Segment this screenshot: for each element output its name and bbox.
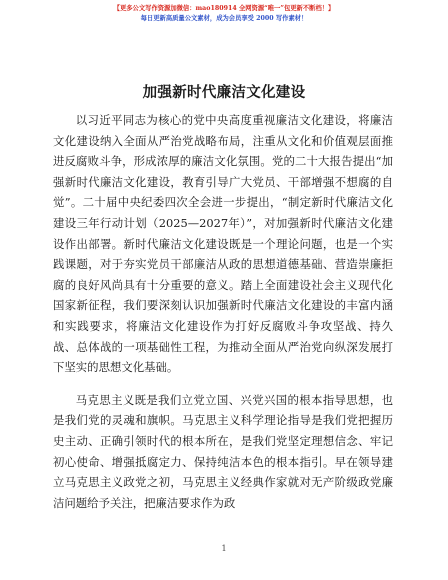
promo-banner [0,4,448,24]
page-number: 1 [221,544,227,553]
document-body [53,110,393,513]
promo-banner-line-2: 每日更新高质量公文素材，成为会员享受 2000 写作素材！ [140,15,308,22]
promo-banner-line-1: 【更多公文写作资源加微信：mao180914 全网资源“唯一”包更新不断档！】 [113,5,335,12]
document-title: 加强新时代廉洁文化建设 [142,85,306,101]
body-paragraph: 以习近平同志为核心的党中央高度重视廉洁文化建设，将廉洁文化建设纳入全面从严治党战略布局，注重从文化和价值观层面推进反腐败斗争，形成浓厚的廉洁文化氛围。党的二十大报告提出“加强新时代廉洁文化建设，教育引导广大党员、干部增强不想腐的自觉”。二十届中央纪委四次全会进一步提出，“制定新时代廉洁文化建设三年行动计划（2025—2027年）”，对加强新时代廉洁文化建设作出部署。新时代廉洁文化建设既是一个理论问题，也是一个实践课题，对于夯实党员干部廉洁从政的思想道德基础、营造崇廉拒腐的良好风尚具有十分重要的意义。踏上全面建设社会主义现代化国家新征程，我们要深刻认识加强新时代廉洁文化建设的丰富内涵和实践要求，将廉洁文化建设作为打好反腐败斗争攻坚战、持久战、总体战的一项基础性工程，为推动全面从严治党向纵深发展打下坚实的思想文化基础。 [53,113,393,375]
body-paragraph: 马克思主义既是我们立党立国、兴党兴国的根本指导思想，也是我们党的灵魂和旗帜。马克思主义科学理论指导是我们党把握历史主动、正确引领时代的根本所在，是我们党坚定理想信念、牢记初心使命、增强抵腐定力、保持纯洁本色的根本指引。早在领导建立马克思主义政党之初，马克思主义经典作家就对无产阶级政党廉洁问题给予关注，把廉洁要求作为政 [53,392,393,510]
